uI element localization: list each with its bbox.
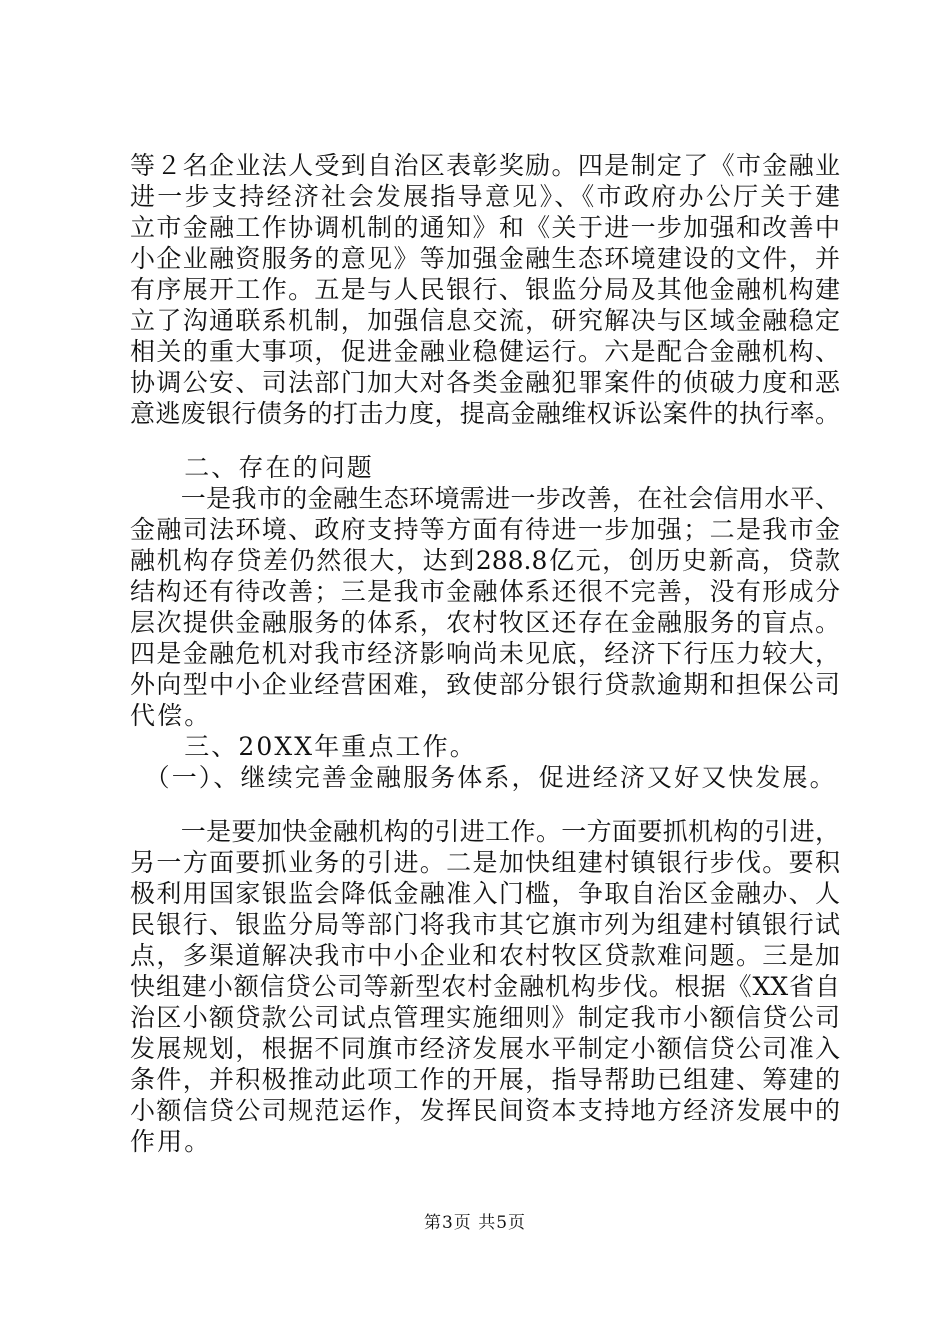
text-line: 作用。 (130, 1127, 212, 1156)
text-line: 结构还有待改善；三是我市金融体系还很不完善，没有形成分 (130, 577, 840, 606)
text-line: 小额信贷公司规范运作，发挥民间资本支持地方经济发展中的 (130, 1096, 840, 1125)
paragraph-key-work (130, 816, 840, 1157)
document-body (130, 150, 840, 1157)
text-line: 发展规划，根据不同旗市经济发展水平制定小额信贷公司准入 (130, 1034, 840, 1063)
text-line: 一是我市的金融生态环境需进一步改善，在社会信用水平、 (130, 484, 840, 513)
text-line: 治区小额贷款公司试点管理实施细则》制定我市小额信贷公司 (130, 1003, 840, 1032)
section-heading-problems: 二、存在的问题 (130, 453, 374, 482)
text-line: 融机构存贷差仍然很大，达到288.8亿元，创历史新高，贷款 (130, 546, 840, 575)
text-line: 代偿。 (130, 701, 212, 730)
text-line: 点，多渠道解决我市中小企业和农村牧区贷款难问题。三是加 (130, 941, 840, 970)
paragraph-financial-measures (130, 150, 840, 429)
text-line: 层次提供金融服务的体系，农村牧区还存在金融服务的盲点。 (130, 608, 840, 637)
text-line: 小企业融资服务的意见》等加强金融生态环境建设的文件，并 (130, 244, 840, 273)
text-line: 有序展开工作。五是与人民银行、银监分局及其他金融机构建 (130, 275, 840, 304)
text-line: 等２名企业法人受到自治区表彰奖励。四是制定了《市金融业 (130, 151, 840, 180)
paragraph-spacer (130, 429, 840, 452)
text-line: 极利用国家银监会降低金融准入门槛，争取自治区金融办、人 (130, 879, 840, 908)
text-line: 另一方面要抓业务的引进。二是加快组建村镇银行步伐。要积 (130, 848, 840, 877)
text-line: 意逃废银行债务的打击力度，提高金融维权诉讼案件的执行率。 (130, 399, 840, 428)
text-line: 民银行、银监分局等部门将我市其它旗市列为组建村镇银行试 (130, 910, 840, 939)
text-line: 进一步支持经济社会发展指导意见》、《市政府办公厅关于建 (130, 182, 840, 211)
text-line: 四是金融危机对我市经济影响尚未见底，经济下行压力较大， (130, 639, 840, 668)
section-heading-key-work: 三、20XX年重点工作。 (130, 732, 477, 761)
text-line: 外向型中小企业经营困难，致使部分银行贷款逾期和担保公司 (130, 670, 840, 699)
text-line: 立了沟通联系机制，加强信息交流，研究解决与区域金融稳定 (130, 306, 840, 335)
paragraph-spacer (130, 793, 840, 816)
text-line: 协调公安、司法部门加大对各类金融犯罪案件的侦破力度和恶 (130, 368, 840, 397)
page-number-footer: 第3页 共5页 (423, 1213, 527, 1233)
text-line: 条件，并积极推动此项工作的开展，指导帮助已组建、筹建的 (130, 1065, 840, 1094)
text-line: 金融司法环境、政府支持等方面有待进一步加强；二是我市金 (130, 515, 840, 544)
text-line: 立市金融工作协调机制的通知》和《关于进一步加强和改善中 (130, 213, 840, 242)
text-line: 一是要加快金融机构的引进工作。一方面要抓机构的引进， (130, 817, 840, 846)
text-line: 相关的重大事项，促进金融业稳健运行。六是配合金融机构、 (130, 337, 840, 366)
text-line: 快组建小额信贷公司等新型农村金融机构步伐。根据《XX省自 (130, 972, 840, 1001)
paragraph-problems (130, 483, 840, 731)
subsection-heading: （一）、继续完善金融服务体系，促进经济又好又快发展。 (130, 763, 837, 792)
